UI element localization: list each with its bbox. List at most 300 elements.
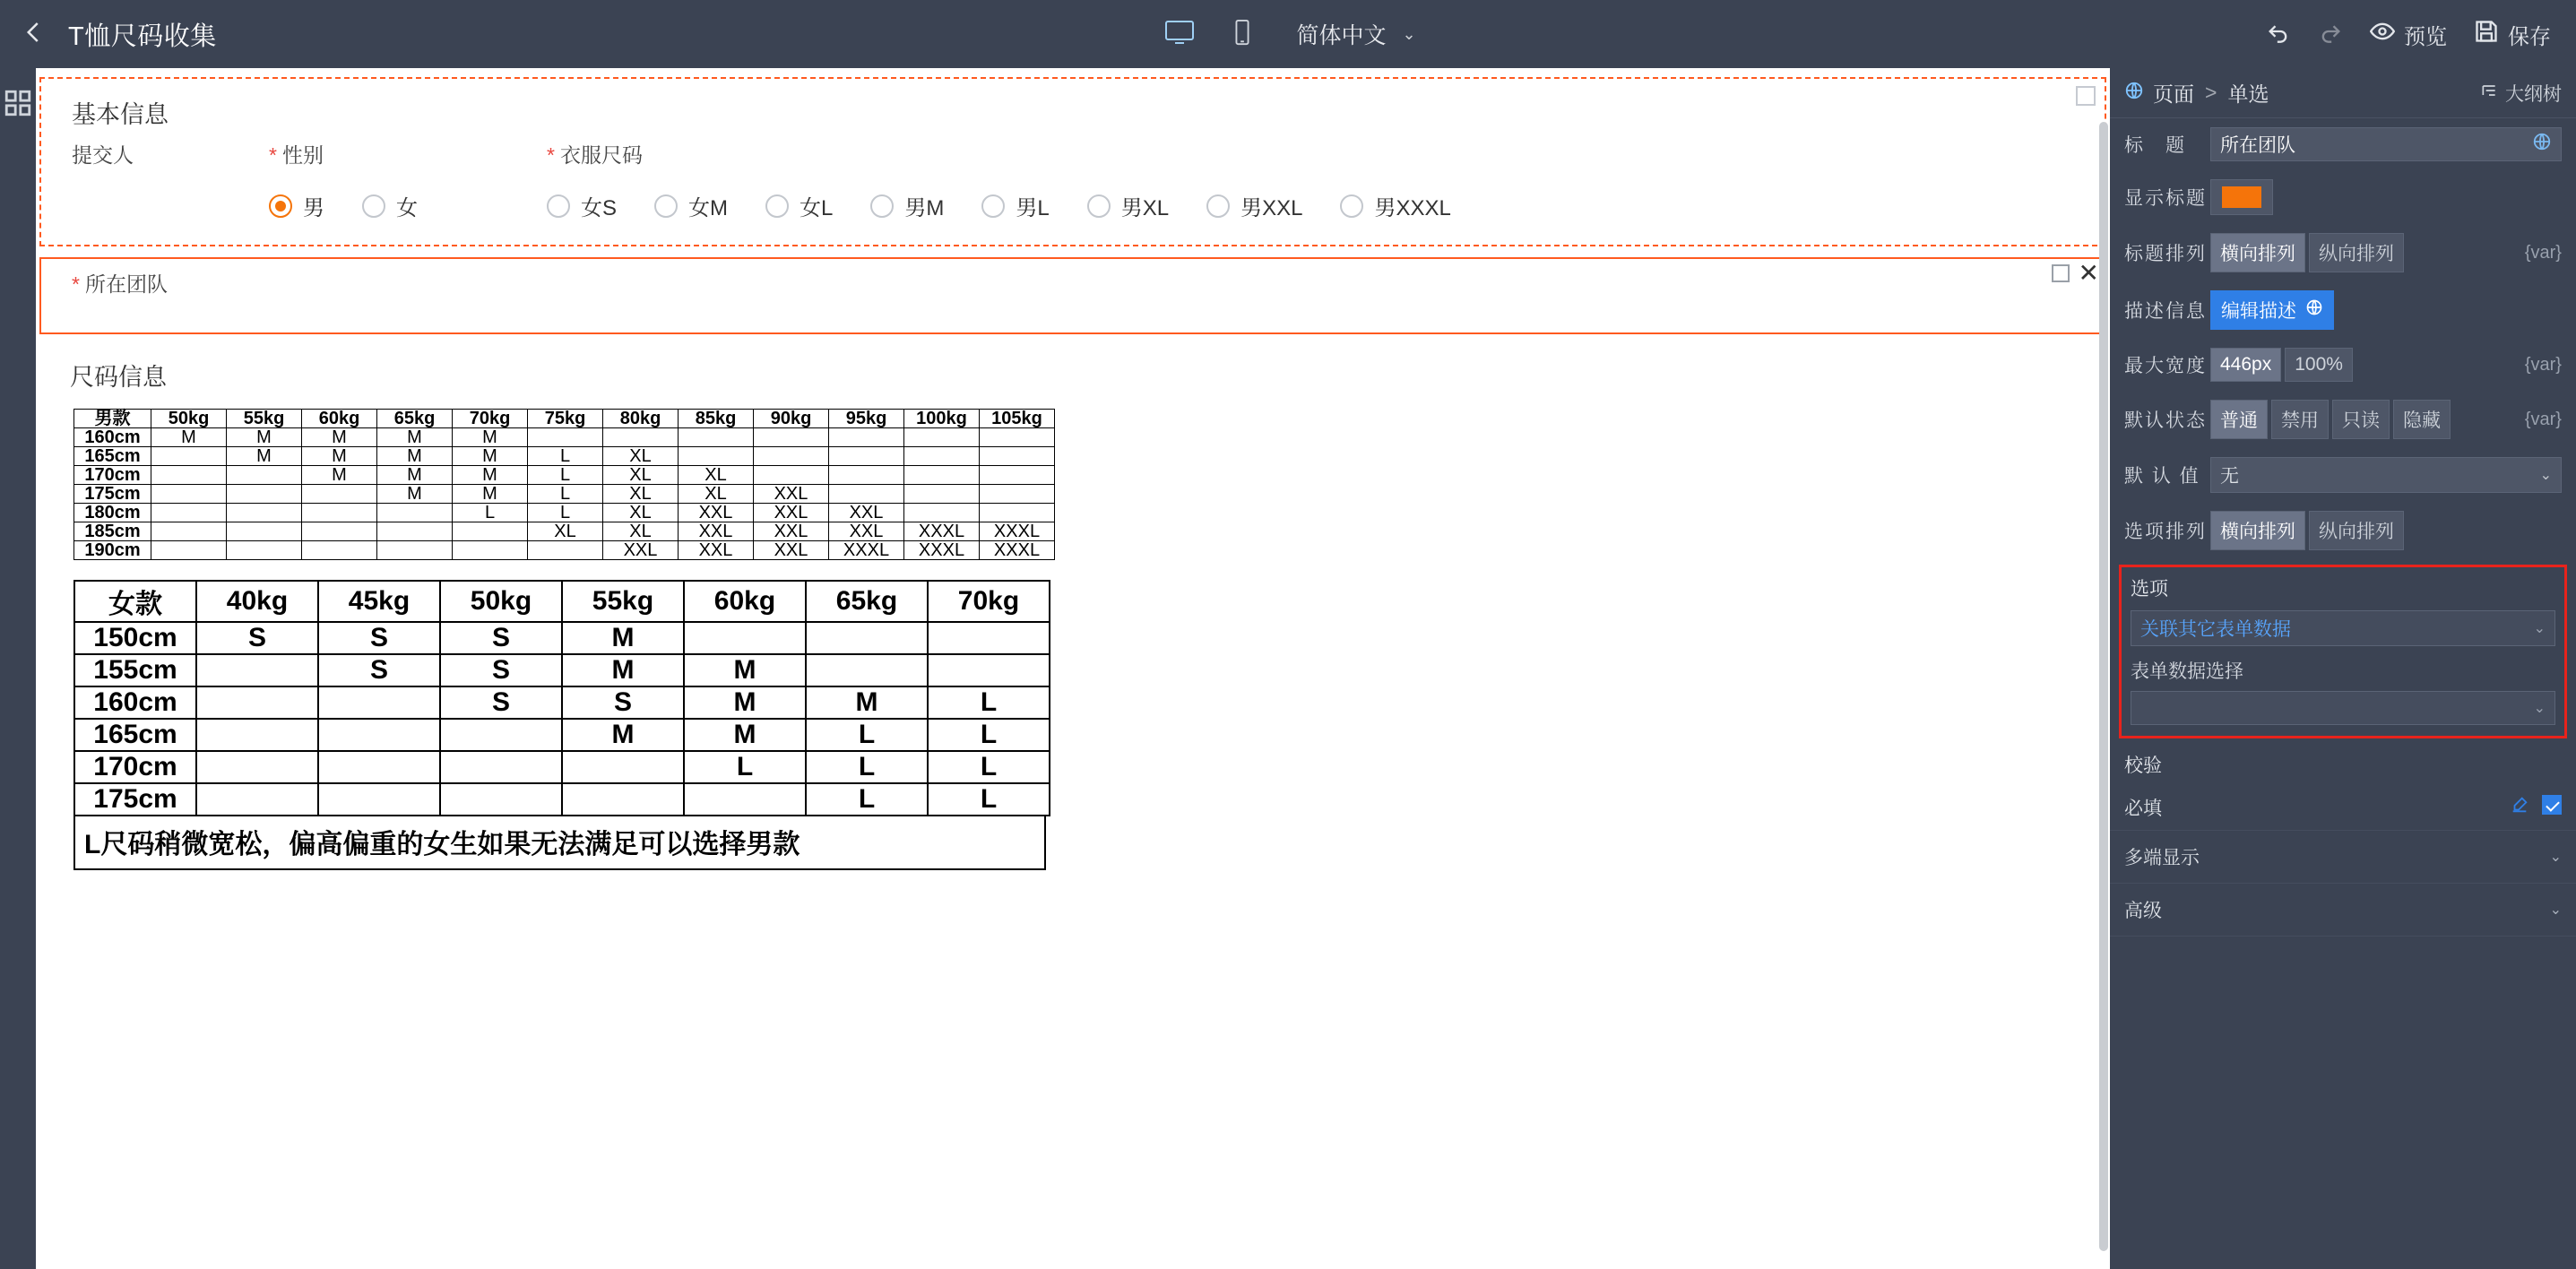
table-cell	[227, 485, 302, 504]
table-cell	[928, 654, 1050, 686]
state-hidden[interactable]: 隐藏	[2393, 400, 2451, 439]
var-token[interactable]: {var}	[2524, 242, 2562, 263]
size-note: L尺码稍微宽松，偏高偏重的女生如果无法满足可以选择男款	[73, 816, 1046, 870]
row-description	[2110, 281, 2576, 339]
globe-icon[interactable]	[2532, 132, 2552, 157]
table-cell: XL	[603, 447, 679, 466]
properties-panel	[2110, 68, 2576, 1269]
copy-icon[interactable]	[2052, 264, 2070, 282]
table-cell: L	[528, 466, 603, 485]
radio-label: 男XL	[1120, 196, 1170, 220]
field-submitter[interactable]	[72, 139, 260, 190]
table-cell	[754, 466, 829, 485]
radio-label: 男	[303, 196, 324, 220]
table-header-cell: 65kg	[806, 581, 928, 622]
required-mark: *	[72, 272, 80, 296]
submitter-label: 提交人	[72, 143, 134, 167]
accordion-advanced[interactable]	[2110, 884, 2576, 937]
radio-dot-icon	[765, 194, 789, 218]
option-layout-horizontal[interactable]: 横向排列	[2210, 511, 2305, 550]
title-label: 标 题	[2124, 135, 2186, 156]
table-cell: XL	[603, 522, 679, 541]
table-cell	[377, 504, 453, 522]
table-cell: XXXL	[904, 522, 980, 541]
gender-label-text: 性别	[281, 143, 324, 167]
block-tools[interactable]	[2076, 86, 2096, 106]
table-row	[74, 686, 1050, 719]
table-cell	[440, 719, 562, 751]
table-cell: XXXL	[980, 522, 1055, 541]
table-cell	[453, 541, 528, 560]
table-header-cell: 85kg	[679, 410, 754, 428]
table-row	[74, 485, 1055, 504]
redo-button[interactable]	[2318, 19, 2343, 50]
back-button[interactable]	[0, 0, 68, 68]
title-layout-horizontal[interactable]: 横向排列	[2210, 233, 2305, 272]
undo-button[interactable]	[2266, 19, 2291, 50]
state-readonly[interactable]: 只读	[2332, 400, 2390, 439]
title-input-value: 所在团队	[2220, 135, 2295, 156]
table-row	[74, 504, 1055, 522]
table-cell: M	[453, 428, 528, 447]
table-cell: XL	[603, 485, 679, 504]
table-header-cell: 70kg	[928, 581, 1050, 622]
default-state-segmented[interactable]	[2210, 400, 2451, 439]
table-cell: XXL	[829, 522, 904, 541]
copy-icon[interactable]	[2076, 86, 2096, 106]
accordion-label: 高级	[2124, 901, 2162, 921]
breadcrumb-current: 单选	[2227, 82, 2269, 106]
chevron-down-icon: ⌄	[2549, 850, 2562, 865]
table-cell: S	[440, 622, 562, 654]
table-row-header: 175cm	[74, 485, 151, 504]
table-header-cell: 90kg	[754, 410, 829, 428]
table-row-header: 160cm	[74, 428, 151, 447]
outline-tree-button[interactable]	[2480, 80, 2562, 107]
table-cell	[318, 783, 440, 816]
table-cell	[603, 428, 679, 447]
option-source-select[interactable]	[2131, 610, 2555, 646]
var-token[interactable]: {var}	[2524, 354, 2562, 375]
size-label	[547, 139, 1489, 168]
radio-label: 女	[396, 196, 418, 220]
table-cell: L	[928, 783, 1050, 816]
row-default-state	[2110, 391, 2576, 448]
language-selector[interactable]	[1296, 18, 1415, 50]
table-cell: L	[928, 751, 1050, 783]
table-cell	[302, 504, 377, 522]
radio-label: 男L	[1016, 196, 1050, 220]
table-cell	[227, 522, 302, 541]
radio-size-6[interactable]	[1206, 190, 1302, 221]
table-cell	[806, 622, 928, 654]
title-layout-segmented[interactable]	[2210, 233, 2404, 272]
radio-label: 男XXL	[1240, 196, 1303, 220]
table-cell	[377, 541, 453, 560]
page-icon	[2124, 81, 2144, 106]
radio-size-2[interactable]	[765, 190, 833, 221]
table-cell	[318, 686, 440, 719]
table-cell	[829, 485, 904, 504]
default-value-select[interactable]	[2210, 457, 2562, 493]
main-body	[0, 68, 2576, 1269]
table-cell: S	[440, 686, 562, 719]
table-header-cell: 男款	[74, 410, 151, 428]
radio-dot-icon	[269, 194, 292, 218]
table-cell	[904, 504, 980, 522]
table-cell: L	[528, 485, 603, 504]
row-option-layout	[2110, 502, 2576, 559]
radio-gender-male[interactable]	[269, 190, 324, 221]
grid-icon[interactable]	[3, 88, 33, 118]
team-label-text: 所在团队	[84, 272, 168, 296]
max-width-value[interactable]: 446px	[2210, 348, 2281, 382]
desc-label: 描述信息	[2124, 301, 2207, 322]
tree-icon	[2480, 82, 2498, 105]
size-label-text: 衣服尺码	[559, 143, 643, 167]
table-cell	[679, 447, 754, 466]
option-source-value: 关联其它表单数据	[2140, 619, 2291, 640]
table-cell	[679, 428, 754, 447]
radio-size-4[interactable]	[981, 190, 1049, 221]
chevron-down-icon: ⌄	[2533, 701, 2546, 716]
table-cell	[829, 428, 904, 447]
field-gender[interactable]	[269, 139, 538, 221]
table-header-cell: 女款	[74, 581, 196, 622]
table-row-header: 180cm	[74, 504, 151, 522]
table-cell	[227, 541, 302, 560]
table-row-header: 170cm	[74, 466, 151, 485]
table-header-cell: 60kg	[302, 410, 377, 428]
table-cell: XXL	[754, 504, 829, 522]
radio-label: 男XXXL	[1374, 196, 1451, 220]
radio-label: 女M	[688, 196, 729, 220]
row-title	[2110, 118, 2576, 170]
table-cell	[684, 783, 806, 816]
table-cell: XL	[528, 522, 603, 541]
radio-size-3[interactable]	[870, 190, 944, 221]
table-cell: L	[684, 751, 806, 783]
table-cell: XL	[679, 485, 754, 504]
state-normal[interactable]: 普通	[2210, 400, 2268, 439]
table-cell: M	[684, 686, 806, 719]
show-title-toggle[interactable]	[2210, 179, 2273, 215]
table-row-header: 175cm	[74, 783, 196, 816]
table-cell	[318, 751, 440, 783]
table-cell	[684, 622, 806, 654]
edit-description-label: 编辑描述	[2221, 301, 2296, 322]
basic-info-block[interactable]	[39, 77, 2106, 246]
state-disabled[interactable]: 禁用	[2271, 400, 2329, 439]
table-row	[74, 719, 1050, 751]
table-cell: L	[928, 686, 1050, 719]
table-cell	[904, 485, 980, 504]
table-cell	[904, 428, 980, 447]
radio-dot-icon	[1206, 194, 1230, 218]
gender-label	[269, 139, 538, 168]
save-label: 保存	[2508, 24, 2551, 49]
table-header-cell: 50kg	[440, 581, 562, 622]
max-width-label: 最大宽度	[2124, 356, 2207, 376]
table-cell: XXL	[754, 522, 829, 541]
table-cell	[151, 447, 227, 466]
radio-gender-female[interactable]	[362, 190, 418, 221]
table-cell	[980, 466, 1055, 485]
show-title-label: 显示标题	[2124, 188, 2207, 209]
radio-size-5[interactable]	[1087, 190, 1169, 221]
table-cell: S	[562, 686, 684, 719]
table-cell	[318, 719, 440, 751]
table-cell: XXL	[679, 541, 754, 560]
table-cell	[302, 522, 377, 541]
table-cell	[227, 504, 302, 522]
color-swatch[interactable]	[2222, 186, 2261, 208]
chevron-down-icon: ⌄	[1402, 24, 1416, 43]
table-cell: M	[562, 719, 684, 751]
table-header-cell: 70kg	[453, 410, 528, 428]
table-cell: M	[453, 466, 528, 485]
table-row	[74, 751, 1050, 783]
table-cell	[754, 447, 829, 466]
table-cell: M	[684, 654, 806, 686]
table-cell	[227, 466, 302, 485]
chevron-down-icon: ⌄	[2539, 468, 2552, 483]
language-label: 简体中文	[1296, 23, 1387, 48]
mobile-icon	[1227, 19, 1258, 50]
outline-tree-label: 大纲树	[2505, 83, 2562, 105]
edit-icon[interactable]	[2510, 795, 2529, 820]
row-max-width	[2110, 339, 2576, 391]
table-row-header: 190cm	[74, 541, 151, 560]
options-section-title: 选项	[2131, 579, 2168, 600]
table-cell: L	[806, 783, 928, 816]
table-cell: M	[562, 622, 684, 654]
table-cell	[453, 522, 528, 541]
preview-button[interactable]	[2370, 19, 2447, 50]
radio-size-1[interactable]	[654, 190, 728, 221]
table-cell: M	[453, 447, 528, 466]
mobile-preview-button[interactable]	[1223, 14, 1262, 54]
table-row	[74, 541, 1055, 560]
table-row	[74, 783, 1050, 816]
table-cell: XXL	[679, 522, 754, 541]
table-row-header: 165cm	[74, 719, 196, 751]
table-cell	[980, 485, 1055, 504]
chevron-down-icon: ⌄	[2549, 902, 2562, 918]
desktop-icon	[1164, 19, 1195, 50]
row-show-title	[2110, 170, 2576, 224]
table-cell	[151, 504, 227, 522]
table-cell: XL	[603, 504, 679, 522]
table-header-cell: 45kg	[318, 581, 440, 622]
validation-required-row	[2110, 785, 2576, 831]
table-cell	[829, 466, 904, 485]
table-cell	[806, 654, 928, 686]
table-cell: L	[528, 504, 603, 522]
table-header-cell: 100kg	[904, 410, 980, 428]
radio-dot-icon	[547, 194, 570, 218]
canvas-scrollbar[interactable]	[2099, 122, 2108, 1251]
table-cell	[196, 686, 318, 719]
form-data-select[interactable]	[2131, 691, 2555, 725]
radio-dot-icon	[981, 194, 1005, 218]
table-header-cell: 55kg	[562, 581, 684, 622]
table-cell	[151, 485, 227, 504]
max-width-unit[interactable]: 100%	[2285, 348, 2353, 382]
table-cell: S	[196, 622, 318, 654]
radio-dot-icon	[870, 194, 894, 218]
table-cell: XXL	[829, 504, 904, 522]
radio-dot-icon	[1087, 194, 1111, 218]
close-icon[interactable]: ✕	[2078, 259, 2099, 287]
breadcrumb-root[interactable]: 页面	[2153, 82, 2194, 106]
undo-icon	[2266, 19, 2291, 50]
table-row-header: 150cm	[74, 622, 196, 654]
title-layout-vertical[interactable]: 纵向排列	[2309, 233, 2404, 272]
table-header-cell: 80kg	[603, 410, 679, 428]
table-cell: M	[302, 466, 377, 485]
table-cell: M	[377, 428, 453, 447]
table-row	[74, 447, 1055, 466]
section-title-size: 尺码信息	[70, 364, 167, 391]
accordion-multi-device[interactable]	[2110, 831, 2576, 884]
required-checkbox[interactable]	[2542, 795, 2562, 815]
save-button[interactable]	[2474, 19, 2551, 50]
table-header-cell: 105kg	[980, 410, 1055, 428]
table-cell	[196, 654, 318, 686]
table-cell: L	[528, 447, 603, 466]
table-cell: XXXL	[829, 541, 904, 560]
field-size[interactable]	[547, 139, 1489, 221]
table-cell	[980, 428, 1055, 447]
table-cell	[302, 541, 377, 560]
table-cell: M	[302, 428, 377, 447]
breadcrumb-sep: >	[2205, 81, 2217, 104]
table-cell	[196, 783, 318, 816]
row-default-value	[2110, 448, 2576, 502]
table-cell: L	[806, 719, 928, 751]
table-cell: XXXL	[980, 541, 1055, 560]
panel-breadcrumb	[2110, 68, 2576, 118]
table-cell: M	[302, 447, 377, 466]
validation-title: 校验	[2124, 755, 2162, 776]
table-cell	[196, 719, 318, 751]
table-cell: L	[928, 719, 1050, 751]
table-header-cell: 60kg	[684, 581, 806, 622]
table-cell	[440, 783, 562, 816]
table-header-cell: 95kg	[829, 410, 904, 428]
radio-label: 女L	[800, 196, 834, 220]
option-layout-label: 选项排列	[2124, 522, 2207, 542]
table-row-header: 170cm	[74, 751, 196, 783]
table-cell: XXL	[754, 541, 829, 560]
table-cell	[302, 485, 377, 504]
table-cell	[377, 522, 453, 541]
section-title-basic: 基本信息	[72, 101, 169, 128]
table-cell: M	[377, 466, 453, 485]
radio-dot-icon	[1340, 194, 1363, 218]
table-cell	[562, 783, 684, 816]
table-cell: M	[684, 719, 806, 751]
table-cell	[151, 522, 227, 541]
accordion-label: 多端显示	[2124, 848, 2200, 868]
table-cell	[151, 466, 227, 485]
save-icon	[2474, 19, 2499, 50]
form-canvas[interactable]	[36, 68, 2110, 1269]
table-header-cell: 55kg	[227, 410, 302, 428]
table-cell: S	[318, 622, 440, 654]
table-cell	[151, 541, 227, 560]
table-cell	[196, 751, 318, 783]
table-cell: L	[453, 504, 528, 522]
table-row	[74, 428, 1055, 447]
table-cell	[829, 447, 904, 466]
radio-label: 男M	[904, 196, 945, 220]
table-cell	[904, 447, 980, 466]
table-cell	[904, 466, 980, 485]
option-layout-vertical[interactable]: 纵向排列	[2309, 511, 2404, 550]
table-header-cell: 75kg	[528, 410, 603, 428]
table-row-header: 165cm	[74, 447, 151, 466]
form-data-select-label: 表单数据选择	[2131, 661, 2243, 682]
team-field-block[interactable]	[39, 257, 2106, 334]
table-row-header: 185cm	[74, 522, 151, 541]
table-cell	[980, 504, 1055, 522]
women-size-table	[73, 580, 1050, 816]
edit-description-button[interactable]	[2210, 290, 2334, 330]
title-layout-label: 标题排列	[2124, 244, 2207, 264]
table-cell: M	[151, 428, 227, 447]
table-cell: M	[227, 428, 302, 447]
options-section-highlight	[2119, 565, 2567, 738]
table-header-row	[74, 410, 1055, 428]
size-radio-group[interactable]	[547, 190, 1489, 221]
scrollbar-thumb[interactable]	[2099, 122, 2108, 1251]
preview-label: 预览	[2404, 24, 2447, 49]
redo-icon	[2318, 19, 2343, 50]
table-cell: S	[318, 654, 440, 686]
table-cell: M	[227, 447, 302, 466]
var-token[interactable]: {var}	[2524, 409, 2562, 429]
radio-size-0[interactable]	[547, 190, 617, 221]
chevron-left-icon	[21, 19, 48, 50]
option-layout-segmented[interactable]	[2210, 511, 2404, 550]
table-cell: XXL	[603, 541, 679, 560]
chevron-down-icon: ⌄	[2533, 621, 2546, 636]
table-cell: M	[806, 686, 928, 719]
table-cell: L	[806, 751, 928, 783]
table-cell: M	[453, 485, 528, 504]
gender-radio-group[interactable]	[269, 190, 538, 221]
page-title: T恤尺码收集	[68, 22, 217, 51]
radio-size-7[interactable]	[1340, 190, 1450, 221]
table-cell: M	[377, 485, 453, 504]
default-value-text: 无	[2220, 466, 2239, 487]
table-header-cell: 65kg	[377, 410, 453, 428]
team-label	[72, 268, 2105, 298]
globe-icon	[2305, 298, 2323, 322]
table-header-cell: 40kg	[196, 581, 318, 622]
title-input[interactable]	[2210, 127, 2562, 161]
desktop-preview-button[interactable]	[1160, 14, 1199, 54]
top-bar	[0, 0, 2576, 68]
table-cell	[562, 751, 684, 783]
table-cell: S	[440, 654, 562, 686]
table-cell	[528, 428, 603, 447]
default-value-label: 默 认 值	[2124, 466, 2200, 487]
table-cell	[440, 751, 562, 783]
table-row-header: 155cm	[74, 654, 196, 686]
